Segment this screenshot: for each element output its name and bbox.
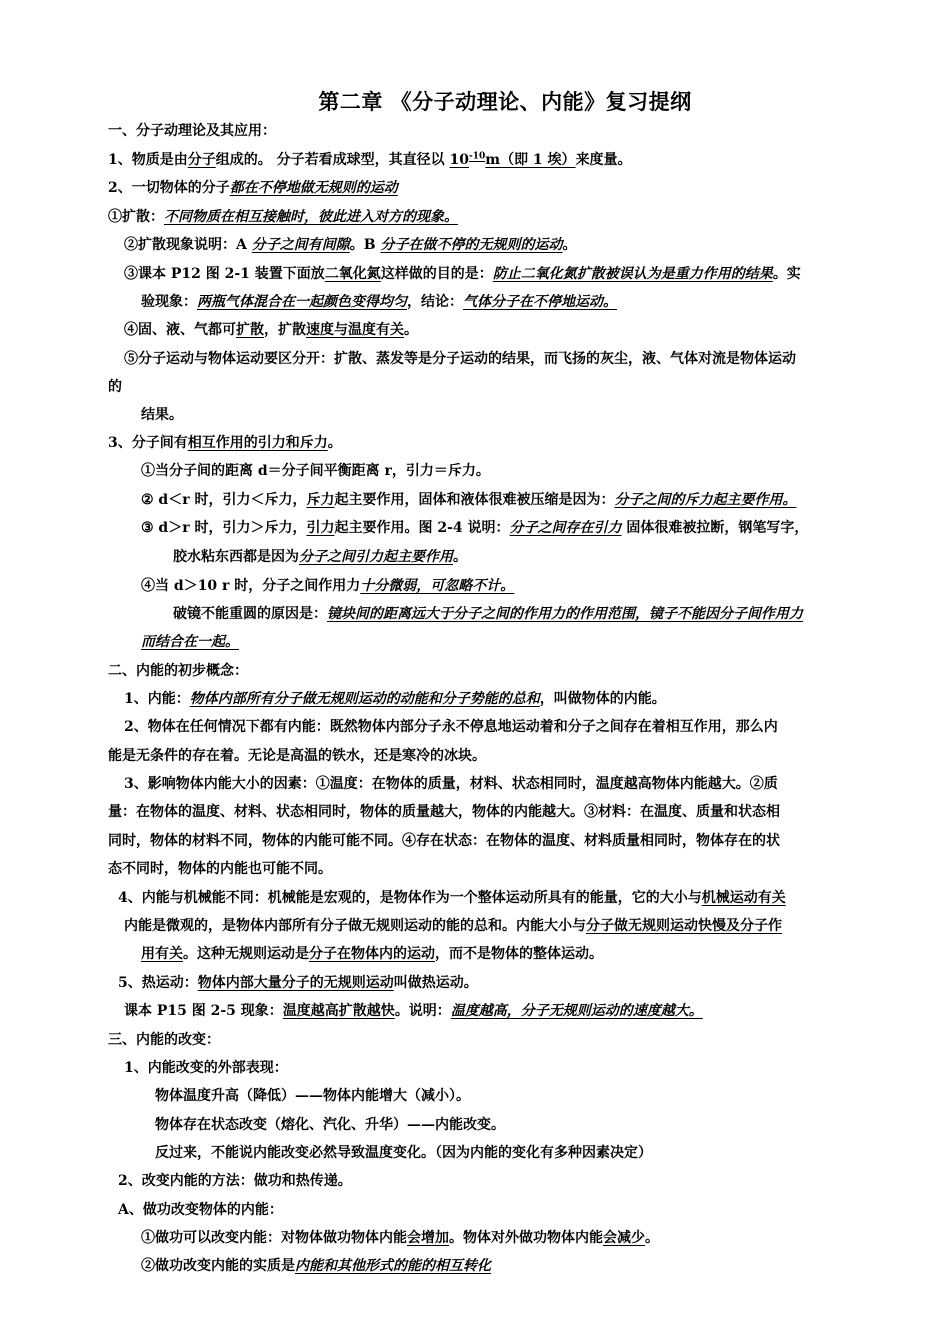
underlined-answer: 二氧化氮 <box>324 266 381 282</box>
underlined-answer: 温度越高扩散越快 <box>282 1003 395 1019</box>
text-segment: 物体存在状态改变（熔化、汽化、升华）——内能改变。 <box>155 1117 505 1133</box>
text-segment: ③课本 P12 图 2-1 装置下面放 <box>124 266 325 282</box>
text-segment: ④固、液、气都可 <box>124 322 236 338</box>
page-title: 第二章 《分子动理论、内能》复习提纲 <box>318 89 692 114</box>
text-line <box>124 1058 288 1078</box>
text-segment: 态不同时，物体的内能也可能不同。 <box>108 861 332 877</box>
text-line <box>155 1143 652 1163</box>
text-segment: ②扩散现象说明：A <box>124 237 252 253</box>
text-line <box>155 1086 470 1106</box>
underlined-answer: 会减少 <box>603 1230 645 1246</box>
text-segment: ② d＜r 时，引力＜斥力， <box>141 492 307 508</box>
text-segment: ①做功可以改变内能：对物体做功物体内能 <box>141 1230 407 1246</box>
text-line <box>118 973 478 993</box>
text-line <box>108 859 332 879</box>
underlined-answer: 分子在物体内的运动 <box>309 946 435 962</box>
text-segment: 3、分子间有 <box>108 435 188 451</box>
text-segment: 来度量。 <box>575 152 632 168</box>
text-segment: ，叫做物体的内能。 <box>539 691 666 707</box>
text-segment: 。 <box>645 1230 659 1246</box>
text-segment: ③ d＞r 时，引力＞斥力， <box>141 520 307 536</box>
text-line <box>108 150 632 170</box>
text-segment: ⑤分子运动与物体运动要区分开：扩散、蒸发等是分子运动的结果，而飞扬的灰尘，液、气体对流是物体运动 <box>124 351 796 367</box>
text-segment: 。说明： <box>394 1003 451 1019</box>
underlined-answer: 分子在做不停的无规则的运动 <box>380 237 563 253</box>
text-segment: ，而不是物体的整体运动。 <box>435 946 603 962</box>
text-segment: 5、热运动： <box>118 975 198 991</box>
text-line <box>108 433 342 453</box>
underlined-answer: 气体分子在不停地运动。 <box>463 294 617 310</box>
text-segment: 。 <box>562 237 577 253</box>
text-line <box>108 1030 220 1050</box>
text-line <box>124 349 796 369</box>
text-segment: 同时，物体的材料不同，物体的内能可能不同。④存在状态：在物体的温度、材料质量相同时，物体存在的状 <box>108 833 780 849</box>
text-segment: 一、分子动理论及其应用： <box>108 123 276 139</box>
text-segment: 验现象： <box>141 294 197 310</box>
text-line <box>155 1115 505 1135</box>
underlined-answer: 用有关 <box>141 946 183 962</box>
text-line <box>124 689 666 709</box>
text-line <box>118 888 786 908</box>
text-line <box>124 235 576 255</box>
underlined-answer: 分子之间存在引力 <box>509 520 622 536</box>
text-line <box>118 1200 283 1220</box>
underlined-answer: 物体内部大量分子的无规则运动 <box>197 975 394 991</box>
text-line <box>141 405 183 425</box>
text-line <box>118 1171 352 1191</box>
text-segment: 固体很难被拉断，钢笔写字， <box>621 520 809 536</box>
underlined-answer: -10 <box>468 151 486 162</box>
underlined-answer: 温度越高，分子无规则运动的速度越大。 <box>450 1003 703 1019</box>
underlined-answer: 镜块间的距离远大于分子之间的作用力的作用范围，镜子不能因分子间作用力 <box>327 606 803 622</box>
text-line <box>124 774 778 794</box>
text-segment: ④当 d＞10 r 时，分子之间作用力 <box>141 578 361 594</box>
text-line <box>173 604 803 624</box>
text-segment: 4、内能与机械能不同：机械能是宏观的，是物体作为一个整体运动所具有的能量，它的大小与 <box>118 890 702 906</box>
text-line <box>124 717 778 737</box>
text-segment: 。B <box>349 237 381 253</box>
text-segment: 2、物体在任何情况下都有内能：既然物体内部分子永不停息地运动着和分子之间存在着相互作用，那么内 <box>124 719 778 735</box>
underlined-answer: 引力 <box>306 520 335 536</box>
text-line <box>108 178 398 198</box>
text-segment: 三、内能的改变： <box>108 1032 220 1048</box>
text-line <box>108 831 780 851</box>
underlined-answer: m（即 1 埃） <box>485 152 576 168</box>
text-segment: 。 <box>404 322 418 338</box>
text-line <box>141 1256 491 1276</box>
text-line <box>108 207 458 227</box>
text-segment: 。 <box>327 435 342 451</box>
text-segment: 1、内能： <box>124 691 190 707</box>
underlined-answer: 物体内部所有分子做无规则运动的动能和分子势能的总和 <box>189 691 540 707</box>
underlined-answer: 分子之间引力起主要作用 <box>299 549 453 565</box>
text-line <box>141 292 617 312</box>
underlined-answer: 十分微弱，可忽略不计。 <box>360 578 515 594</box>
underlined-answer: 会增加 <box>407 1230 449 1246</box>
text-segment: 1、物质是由 <box>108 152 188 168</box>
text-line <box>124 916 782 936</box>
text-segment: ，结论： <box>407 294 463 310</box>
text-segment: ①扩散： <box>108 209 164 225</box>
text-line <box>108 661 248 681</box>
text-segment: 胶水粘东西都是因为 <box>173 549 299 565</box>
underlined-answer: 分子之间的斥力起主要作用。 <box>614 492 797 508</box>
underlined-answer: 分子 <box>187 152 216 168</box>
text-segment: A、做功改变物体的内能： <box>118 1202 283 1218</box>
text-segment: 2、改变内能的方法：做功和热传递。 <box>118 1173 352 1189</box>
underlined-answer: 斥力 <box>306 492 335 508</box>
text-segment: 破镜不能重圆的原因是： <box>173 606 327 622</box>
text-segment: 3、影响物体内能大小的因素：①温度：在物体的质量，材料、状态相同时，温度越高物体内能越大。②质 <box>124 776 778 792</box>
text-segment: 内能是微观的，是物体内部所有分子做无规则运动的能的总和。内能大小与 <box>124 918 586 934</box>
underlined-answer: 10 <box>449 152 469 168</box>
underlined-answer: 扩散 <box>236 322 264 338</box>
text-segment: 这样做的目的是： <box>380 266 493 282</box>
text-segment: 。 <box>453 549 467 565</box>
text-line <box>124 1001 703 1021</box>
text-segment: 起主要作用，固体和液体很难被压缩是因为： <box>334 492 615 508</box>
underlined-answer: 防止二氧化氮扩散被误认为是重力作用的结果 <box>492 266 773 282</box>
text-segment: 课本 P15 图 2-5 现象： <box>124 1003 283 1019</box>
text-line <box>173 547 467 567</box>
text-segment: 物体温度升高（降低）——物体内能增大（减小）。 <box>155 1088 470 1104</box>
text-line <box>141 576 514 596</box>
underlined-answer: 内能和其他形式的能的相互转化 <box>295 1258 491 1274</box>
underlined-answer: 相互作用的引力和斥力 <box>187 435 328 451</box>
text-line <box>108 802 780 822</box>
underlined-answer: 机械运动有关 <box>701 890 786 906</box>
underlined-answer: 而结合在一起。 <box>141 634 239 650</box>
text-line <box>108 121 276 141</box>
text-segment: 。实 <box>772 266 801 282</box>
text-segment: 反过来，不能说内能改变必然导致温度变化。（因为内能的变化有多种因素决定） <box>155 1145 652 1161</box>
text-line <box>108 746 486 766</box>
text-segment: ①当分子间的距离 d＝分子间平衡距离 r，引力＝斥力。 <box>141 463 490 479</box>
underlined-answer: 不同物质在相互接触时，彼此进入对方的现象。 <box>164 209 458 225</box>
text-line <box>141 461 490 481</box>
text-line <box>124 320 418 340</box>
text-segment: 结果。 <box>141 407 183 423</box>
underlined-answer: 分子做无规则运动快慢及分子作 <box>586 918 782 934</box>
underlined-answer: 速度与温度有关 <box>306 322 404 338</box>
text-line <box>141 490 796 510</box>
text-segment: 二、内能的初步概念： <box>108 663 248 679</box>
underlined-answer: 都在不停地做无规则的运动 <box>229 180 398 196</box>
text-segment: 。物体对外做功物体内能 <box>449 1230 603 1246</box>
text-segment: ，扩散 <box>264 322 306 338</box>
text-line <box>124 264 801 284</box>
text-segment: 叫做热运动。 <box>393 975 478 991</box>
text-segment: 的 <box>108 379 122 395</box>
text-segment: 量：在物体的温度、材料、状态相同时，物体的质量越大，物体的内能越大。③材料：在温度、质量和状态相 <box>108 804 780 820</box>
underlined-answer: 两瓶气体混合在一起颜色变得均匀 <box>197 294 407 310</box>
text-segment: 。这种无规则运动是 <box>183 946 309 962</box>
text-line <box>141 1228 659 1248</box>
text-line <box>141 632 239 652</box>
text-segment: 起主要作用。图 2-4 说明： <box>334 520 510 536</box>
underlined-answer: 分子之间有间隙 <box>251 237 350 253</box>
text-line <box>141 944 603 964</box>
text-segment: 2、一切物体的分子 <box>108 180 230 196</box>
text-line <box>141 518 808 538</box>
text-segment: 能是无条件的存在着。无论是高温的铁水，还是寒冷的冰块。 <box>108 748 486 764</box>
text-segment: 组成的。 分子若看成球型，其直径以 <box>215 152 450 168</box>
text-segment: ②做功改变内能的实质是 <box>141 1258 295 1274</box>
text-line <box>108 377 122 397</box>
text-segment: 1、内能改变的外部表现： <box>124 1060 288 1076</box>
